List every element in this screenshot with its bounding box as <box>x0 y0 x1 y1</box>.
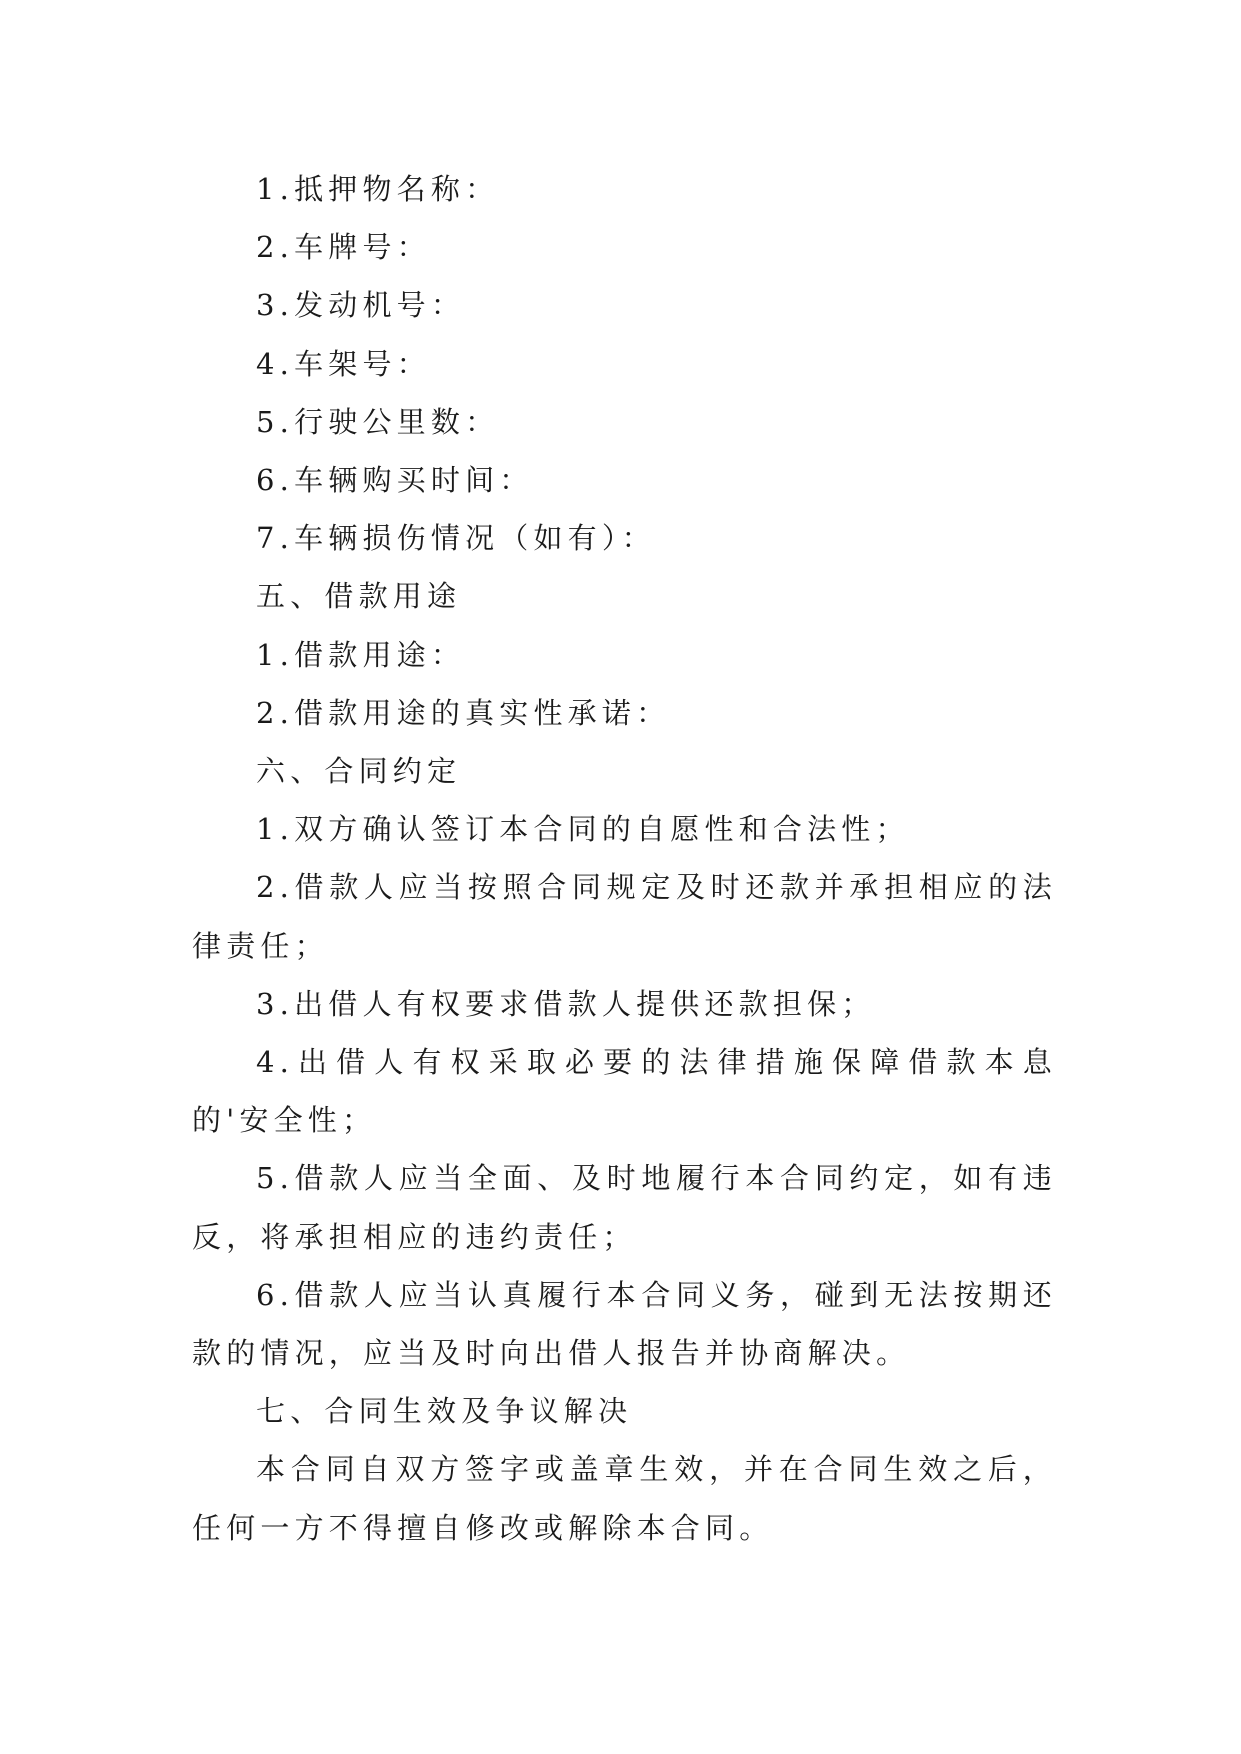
plate-number-item: 2.车牌号： <box>256 230 431 265</box>
collateral-name-item: 1.抵押物名称： <box>256 172 500 206</box>
engine-number-item: 3.发动机号： <box>256 288 466 323</box>
mileage-item: 5.行驶公里数： <box>256 404 500 439</box>
loan-purpose-commitment-item: 2.借款用途的真实性承诺： <box>256 695 671 730</box>
section-heading-effectiveness: 七、合同生效及争议解决 <box>256 1394 633 1429</box>
term-item-6: 6.借款人应当认真履行本合同义务，碰到无法按期还款的情况，应当及时向出借人报告并协商解决。 <box>192 1277 1057 1371</box>
document-body <box>192 160 1057 1557</box>
term-item-1: 1.双方确认签订本合同的自愿性和合法性； <box>256 812 910 847</box>
term-item-5: 5.借款人应当全面、及时地履行本合同约定，如有违反，将承担相应的违约责任； <box>192 1161 1057 1254</box>
term-item-2: 2.借款人应当按照合同规定及时还款并承担相应的法律责任； <box>192 870 1057 963</box>
loan-purpose-item: 1.借款用途： <box>256 637 466 672</box>
term-item-3: 3.出借人有权要求借款人提供还款担保； <box>256 986 876 1021</box>
frame-number-item: 4.车架号： <box>256 346 431 381</box>
effectiveness-paragraph: 本合同自双方签字或盖章生效，并在合同生效之后，任何一方不得擅自修改或解除本合同。 <box>192 1452 1057 1545</box>
section-heading-contract-terms: 六、合同约定 <box>256 754 462 789</box>
term-item-4: 4.出借人有权采取必要的法律措施保障借款本息的'安全性； <box>192 1045 1057 1138</box>
purchase-date-item: 6.车辆购买时间： <box>256 463 534 498</box>
section-heading-loan-purpose: 五、借款用途 <box>256 579 462 614</box>
damage-item: 7.车辆损伤情况（如有）： <box>256 521 656 556</box>
